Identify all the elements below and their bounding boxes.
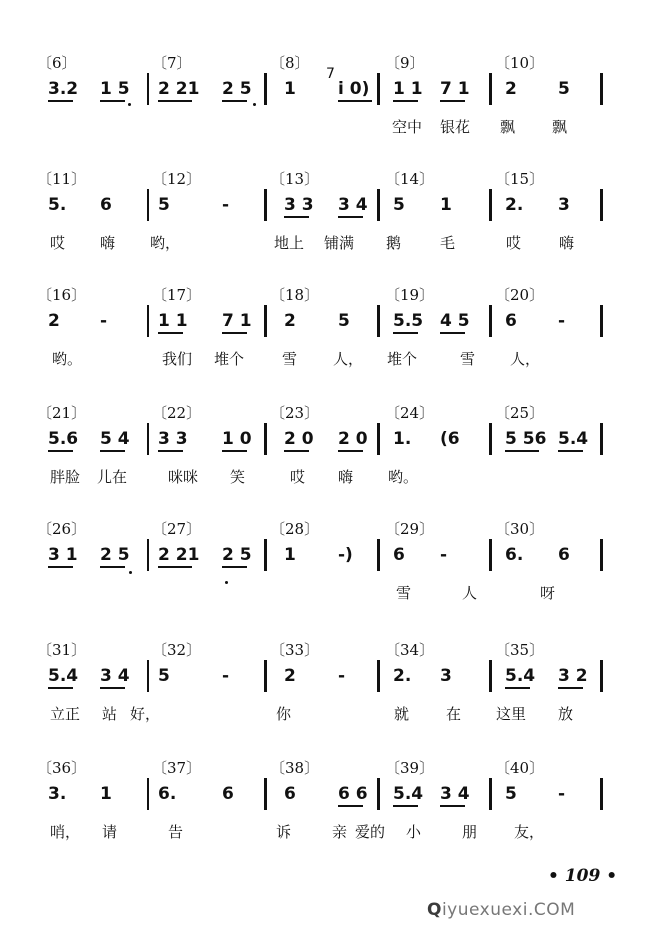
lyric-syllable: 请 [102, 823, 118, 841]
note-group: 1 [284, 545, 296, 565]
barline [264, 189, 267, 221]
lyric-syllable: 堆个 [387, 350, 418, 368]
lyric-syllable: 雪 [396, 584, 412, 602]
note-group: 5.4 [558, 429, 589, 449]
note-group: 2 [284, 666, 296, 686]
note-group: 2 [48, 311, 60, 331]
lyric-syllable: 好， [130, 705, 161, 723]
lyric-syllable: 你 [276, 705, 292, 723]
measure-number: 〔22〕 [152, 404, 202, 422]
barline [600, 73, 603, 105]
note-group: 6 [558, 545, 570, 565]
barline [377, 423, 380, 455]
lyric-syllable: 亲 [332, 823, 348, 841]
lyric-syllable: 人 [462, 584, 478, 602]
note-group: 3 2 [558, 666, 588, 686]
measure-number: 〔16〕 [37, 286, 87, 304]
lyric-syllable: 堆个 [214, 350, 245, 368]
beam-line [222, 100, 247, 102]
measure-number: 〔32〕 [152, 641, 202, 659]
lyric-syllable: 人， [510, 350, 541, 368]
measure-number: 〔26〕 [37, 520, 87, 538]
barline [377, 539, 380, 571]
lyric-syllable: 哟。 [388, 468, 419, 486]
grace-note: 7 [326, 66, 335, 82]
measure-number: 〔36〕 [37, 759, 87, 777]
note-group: 5 [558, 79, 570, 99]
measure-number: 〔8〕 [270, 54, 310, 72]
barline [147, 660, 149, 692]
note-group: 6 6 [338, 784, 368, 804]
note-group: 3 4 [338, 195, 368, 215]
measure-number: 〔9〕 [385, 54, 425, 72]
barline [489, 778, 492, 810]
note-group: - [558, 311, 566, 331]
measure-number: 〔10〕 [495, 54, 545, 72]
measure-number: 〔20〕 [495, 286, 545, 304]
lyric-syllable: 诉 [276, 823, 292, 841]
note-group: - [338, 666, 346, 686]
barline [264, 73, 267, 105]
lyric-syllable: 笑 [230, 468, 246, 486]
lyric-syllable: 毛 [440, 234, 456, 252]
note-group: 5 56 [505, 429, 547, 449]
note-group: 2 0 [338, 429, 368, 449]
lyric-syllable: 飘 [500, 118, 516, 136]
measure-number: 〔6〕 [37, 54, 77, 72]
lyric-syllable: 我们 [162, 350, 193, 368]
note-group: - [222, 666, 230, 686]
note-group: 7 1 [440, 79, 470, 99]
beam-line [222, 566, 247, 568]
note-group: 3.2 [48, 79, 79, 99]
measure-number: 〔31〕 [37, 641, 87, 659]
barline [264, 778, 267, 810]
measure-number: 〔11〕 [37, 170, 87, 188]
barline [147, 73, 149, 105]
note-group: 3. [48, 784, 67, 804]
beam-line [100, 566, 125, 568]
beam-line [100, 450, 125, 452]
lyric-syllable: 鹅 [386, 234, 402, 252]
measure-number: 〔25〕 [495, 404, 545, 422]
lyric-syllable: 放 [558, 705, 574, 723]
beam-line [440, 332, 465, 334]
note-group: 2. [505, 195, 524, 215]
note-group: 5 [393, 195, 405, 215]
note-group: -) [338, 545, 353, 565]
beam-line [338, 805, 363, 807]
barline [600, 539, 603, 571]
lyric-syllable: 哟， [150, 234, 181, 252]
note-group: 3 3 [158, 429, 188, 449]
beam-line [393, 332, 418, 334]
note-group: 2 5 [100, 545, 130, 565]
note-group: 6 [100, 195, 112, 215]
note-group: 2 [284, 311, 296, 331]
page-number: • 109 • [548, 866, 618, 886]
lyric-syllable: 哎 [506, 234, 522, 252]
beam-line [222, 450, 247, 452]
note-group: 3 [440, 666, 452, 686]
measure-number: 〔34〕 [385, 641, 435, 659]
barline [600, 778, 603, 810]
note-group: 5 4 [100, 429, 130, 449]
lyric-syllable: 雪 [282, 350, 298, 368]
barline [489, 189, 492, 221]
note-group: 3 4 [440, 784, 470, 804]
measure-number: 〔24〕 [385, 404, 435, 422]
beam-line [100, 100, 125, 102]
octave-dot [128, 103, 131, 106]
barline [489, 423, 492, 455]
watermark-rest: iyuexuexi.COM [441, 900, 576, 920]
note-group: 4 5 [440, 311, 470, 331]
lyric-syllable: 人， [333, 350, 364, 368]
note-group: - [440, 545, 448, 565]
lyric-syllable: 就 [394, 705, 410, 723]
lyric-syllable: 告 [168, 823, 184, 841]
note-group: 1 1 [158, 311, 188, 331]
beam-line [48, 100, 73, 102]
barline [489, 660, 492, 692]
lyric-syllable: 立正 [50, 705, 81, 723]
beam-line [158, 100, 192, 102]
note-group: 2 21 [158, 545, 200, 565]
beam-line [558, 450, 583, 452]
note-group: 6 [393, 545, 405, 565]
barline [264, 305, 267, 337]
beam-line [393, 100, 418, 102]
measure-number: 〔19〕 [385, 286, 435, 304]
note-group: 1 0 [222, 429, 252, 449]
note-group: 3 4 [100, 666, 130, 686]
beam-line [505, 687, 530, 689]
barline [264, 539, 267, 571]
barline [489, 73, 492, 105]
beam-line [440, 100, 465, 102]
octave-dot [129, 571, 132, 574]
note-group: 5.5 [393, 311, 424, 331]
barline [147, 189, 149, 221]
lyric-syllable: 空中 [392, 118, 423, 136]
note-group: 3 [558, 195, 570, 215]
note-group: 6 [222, 784, 234, 804]
lyric-syllable: 哨， [50, 823, 81, 841]
beam-line [505, 450, 539, 452]
measure-number: 〔40〕 [495, 759, 545, 777]
lyric-syllable: 雪 [460, 350, 476, 368]
note-group: 1 5 [100, 79, 130, 99]
note-group: 1 [284, 79, 296, 99]
beam-line [158, 566, 192, 568]
note-group: 6 [284, 784, 296, 804]
barline [377, 189, 380, 221]
beam-line [48, 450, 73, 452]
measure-number: 〔37〕 [152, 759, 202, 777]
barline [147, 423, 149, 455]
note-group: 2 5 [222, 545, 252, 565]
octave-dot [253, 103, 256, 106]
lyric-syllable: 哎 [290, 468, 306, 486]
lyric-syllable: 哟。 [52, 350, 83, 368]
note-group: 2. [393, 666, 412, 686]
note-group: 5 [338, 311, 350, 331]
barline [600, 189, 603, 221]
measure-number: 〔13〕 [270, 170, 320, 188]
barline [264, 660, 267, 692]
beam-line [338, 450, 363, 452]
measure-number: 〔7〕 [152, 54, 192, 72]
beam-line [393, 805, 418, 807]
note-group: 6. [505, 545, 524, 565]
barline [147, 305, 149, 337]
barline [377, 305, 380, 337]
measure-number: 〔14〕 [385, 170, 435, 188]
barline [489, 305, 492, 337]
lyric-syllable: 嗨 [559, 234, 575, 252]
lyric-syllable: 飘 [552, 118, 568, 136]
note-group: 1 1 [393, 79, 423, 99]
note-group: 5.4 [393, 784, 424, 804]
note-group: 3 1 [48, 545, 78, 565]
barline [600, 305, 603, 337]
beam-line [284, 450, 309, 452]
measure-number: 〔15〕 [495, 170, 545, 188]
beam-line [100, 687, 125, 689]
note-group: 5 [505, 784, 517, 804]
barline [377, 73, 380, 105]
beam-line [158, 332, 183, 334]
lyric-syllable: 儿在 [97, 468, 128, 486]
barline [600, 423, 603, 455]
measure-number: 〔21〕 [37, 404, 87, 422]
measure-number: 〔39〕 [385, 759, 435, 777]
lyric-syllable: 嗨 [338, 468, 354, 486]
barline [377, 778, 380, 810]
measure-number: 〔27〕 [152, 520, 202, 538]
note-group: - [222, 195, 230, 215]
lyric-syllable: 友， [514, 823, 545, 841]
barline [147, 539, 149, 571]
lyric-syllable: 胖脸 [50, 468, 81, 486]
lyric-syllable: 朋 [462, 823, 478, 841]
note-group: 7 1 [222, 311, 252, 331]
note-group: 5.4 [48, 666, 79, 686]
note-group: 6. [158, 784, 177, 804]
measure-number: 〔23〕 [270, 404, 320, 422]
lyric-syllable: 嗨 [100, 234, 116, 252]
note-group: 2 21 [158, 79, 200, 99]
barline [377, 660, 380, 692]
note-group: 5. [48, 195, 67, 215]
lyric-syllable: 站 [102, 705, 118, 723]
measure-number: 〔29〕 [385, 520, 435, 538]
note-group: 1 [440, 195, 452, 215]
barline [264, 423, 267, 455]
note-group: - [558, 784, 566, 804]
lyric-syllable: 咪咪 [168, 468, 199, 486]
note-group: 2 [505, 79, 517, 99]
measure-number: 〔28〕 [270, 520, 320, 538]
lyric-syllable: 在 [446, 705, 462, 723]
lyric-syllable: 银花 [440, 118, 471, 136]
barline [147, 778, 149, 810]
lyric-syllable: 这里 [496, 705, 527, 723]
beam-line [338, 100, 372, 102]
beam-line [48, 687, 73, 689]
note-group: 1 [100, 784, 112, 804]
lyric-syllable: 呀 [540, 584, 556, 602]
barline [489, 539, 492, 571]
beam-line [48, 566, 73, 568]
note-group: - [100, 311, 108, 331]
measure-number: 〔35〕 [495, 641, 545, 659]
note-group: 2 5 [222, 79, 252, 99]
watermark-lead: Q [427, 900, 442, 920]
octave-dot [225, 581, 228, 584]
note-group: 2 0 [284, 429, 314, 449]
lyric-syllable: 小 [406, 823, 422, 841]
lyric-syllable: 哎 [50, 234, 66, 252]
lyric-syllable: 爱的 [355, 823, 386, 841]
lyric-syllable: 铺满 [324, 234, 355, 252]
barline [600, 660, 603, 692]
measure-number: 〔30〕 [495, 520, 545, 538]
note-group: 6 [505, 311, 517, 331]
watermark [427, 900, 575, 920]
beam-line [158, 450, 183, 452]
measure-number: 〔38〕 [270, 759, 320, 777]
note-group: 1. [393, 429, 412, 449]
measure-number: 〔18〕 [270, 286, 320, 304]
measure-number: 〔33〕 [270, 641, 320, 659]
note-group: 5 [158, 666, 170, 686]
note-group: (6 [440, 429, 460, 449]
note-group: 3 3 [284, 195, 314, 215]
note-group: 5.4 [505, 666, 536, 686]
beam-line [338, 216, 363, 218]
measure-number: 〔17〕 [152, 286, 202, 304]
note-group: 5 [158, 195, 170, 215]
beam-line [558, 687, 583, 689]
measure-number: 〔12〕 [152, 170, 202, 188]
lyric-syllable: 地上 [274, 234, 305, 252]
beam-line [440, 805, 465, 807]
beam-line [222, 332, 247, 334]
note-group: 5.6 [48, 429, 79, 449]
beam-line [284, 216, 309, 218]
note-group: i 0) [338, 79, 370, 99]
